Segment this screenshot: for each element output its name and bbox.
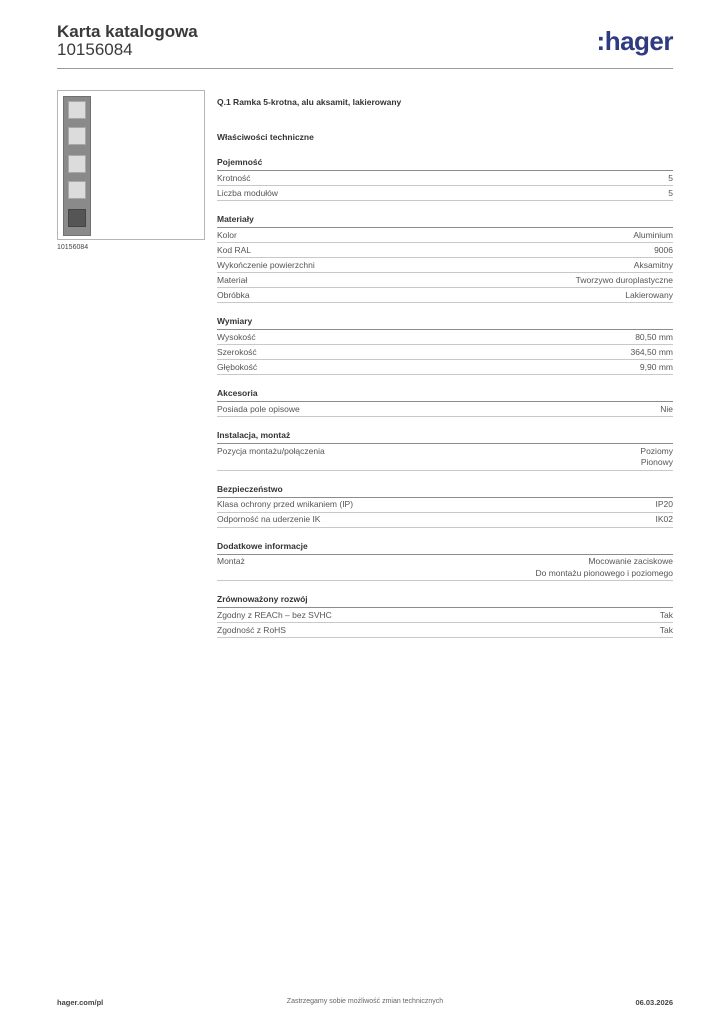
spec-row	[217, 288, 673, 303]
section-title: Dodatkowe informacje	[217, 540, 673, 555]
spec-label: Głębokość	[217, 361, 258, 372]
spec-value	[656, 514, 674, 526]
document-number: 10156084	[57, 40, 133, 59]
spec-label: Zgodność z RoHS	[217, 624, 286, 635]
spec-label: Posiada pole opisowe	[217, 403, 300, 414]
spec-row	[217, 258, 673, 273]
product-name: Q.1 Ramka 5-krotna, alu aksamit, lakierowany	[217, 97, 402, 107]
spec-value-line: Aksamitny	[633, 259, 673, 270]
section-title: Bezpieczeństwo	[217, 483, 673, 498]
spec-value	[635, 332, 673, 344]
spec-value	[656, 499, 674, 511]
spec-label: Kod RAL	[217, 244, 252, 255]
section-title: Materiały	[217, 213, 673, 228]
spec-value	[654, 245, 673, 257]
spec-row	[217, 228, 673, 243]
spec-row	[217, 555, 673, 582]
spec-section	[217, 483, 673, 528]
spec-value-line: IK02	[655, 514, 673, 524]
spec-value	[576, 275, 673, 287]
frame-slot	[68, 127, 86, 145]
spec-section	[217, 593, 673, 638]
spec-value-line: IP20	[655, 499, 673, 509]
section-title: Pojemność	[217, 156, 673, 171]
product-image	[63, 96, 91, 236]
spec-row	[217, 345, 673, 360]
spec-row	[217, 444, 673, 471]
spec-value	[640, 362, 673, 374]
spec-value	[668, 173, 673, 185]
spec-value	[634, 260, 673, 272]
spec-value-line: Lakierowany	[625, 289, 673, 300]
spec-value	[640, 446, 673, 469]
spec-label: Wysokość	[217, 331, 256, 342]
spec-label: Szerokość	[217, 346, 257, 357]
spec-label: Pozycja montażu/połączenia	[217, 445, 325, 456]
spec-label: Materiał	[217, 274, 248, 285]
spec-row	[217, 360, 673, 375]
frame-slot	[68, 101, 86, 119]
spec-content	[217, 95, 673, 638]
spec-row	[217, 171, 673, 186]
spec-value-line: Tworzywo duroplastyczne	[575, 274, 673, 285]
spec-label: Krotność	[217, 172, 251, 183]
frame-slot	[68, 155, 86, 173]
spec-value	[625, 290, 673, 302]
spec-row	[217, 608, 673, 623]
spec-value-line: 9006	[654, 244, 673, 255]
spec-label: Zgodny z REACh – bez SVHC	[217, 609, 332, 620]
spec-value-line: Tak	[659, 609, 673, 620]
spec-value	[633, 230, 673, 242]
spec-row	[217, 498, 673, 513]
page-header	[57, 20, 673, 68]
spec-label: Montaż	[217, 556, 245, 566]
spec-value	[668, 188, 673, 200]
spec-value	[660, 610, 673, 622]
section-title: Instalacja, montaż	[217, 429, 673, 444]
spec-section	[217, 540, 673, 582]
spec-value-line: Mocowanie zaciskowe	[588, 556, 673, 566]
spec-value-line: Aluminium	[633, 229, 673, 240]
footer-website-link[interactable]: hager.com/pl	[57, 998, 104, 1007]
spec-label: Odporność na uderzenie IK	[217, 514, 321, 524]
frame-slot	[68, 209, 86, 227]
spec-value	[660, 404, 673, 416]
spec-value-line: Nie	[660, 403, 673, 414]
spec-value-line: Do montażu pionowego i poziomego	[535, 567, 673, 578]
hager-logo: :hager	[596, 26, 673, 56]
footer-date: 06.03.2026	[635, 998, 673, 1007]
image-caption: 10156084	[57, 244, 89, 251]
section-title: Wymiary	[217, 315, 673, 330]
spec-value-line: Tak	[659, 624, 673, 635]
section-title: Zrównoważony rozwój	[217, 593, 673, 608]
spec-value-line: 80,50 mm	[635, 331, 673, 342]
spec-row	[217, 330, 673, 345]
spec-label: Klasa ochrony przed wnikaniem (IP)	[217, 499, 354, 509]
spec-section	[217, 429, 673, 471]
spec-section	[217, 213, 673, 303]
spec-row	[217, 513, 673, 528]
spec-row	[217, 186, 673, 201]
spec-value-line: 5	[668, 187, 673, 198]
spec-value	[630, 347, 673, 359]
spec-value	[660, 625, 673, 637]
spec-sections	[217, 156, 673, 638]
spec-value-line: 5	[668, 172, 673, 183]
spec-row	[217, 273, 673, 288]
spec-label: Liczba modułów	[217, 187, 278, 198]
frame-slot	[68, 181, 86, 199]
spec-value	[535, 556, 673, 579]
spec-section	[217, 387, 673, 417]
spec-label: Wykończenie powierzchni	[217, 259, 315, 270]
spec-row	[217, 623, 673, 638]
spec-value-line: 9,90 mm	[639, 361, 673, 372]
spec-row	[217, 243, 673, 258]
spec-value-line: Pionowy	[640, 457, 673, 467]
header-divider	[57, 68, 673, 69]
footer-disclaimer: Zastrzegamy sobie możliwość zmian technicznych	[286, 998, 444, 1005]
properties-title: Właściwości techniczne	[217, 132, 314, 142]
document-title: Karta katalogowa	[57, 22, 198, 41]
spec-section	[217, 315, 673, 375]
spec-value-line: 364,50 mm	[630, 346, 673, 357]
spec-label: Obróbka	[217, 289, 250, 300]
spec-value-line: Poziomy	[640, 445, 673, 456]
spec-label: Kolor	[217, 229, 237, 240]
spec-row	[217, 402, 673, 417]
section-title: Akcesoria	[217, 387, 673, 402]
spec-section	[217, 156, 673, 201]
